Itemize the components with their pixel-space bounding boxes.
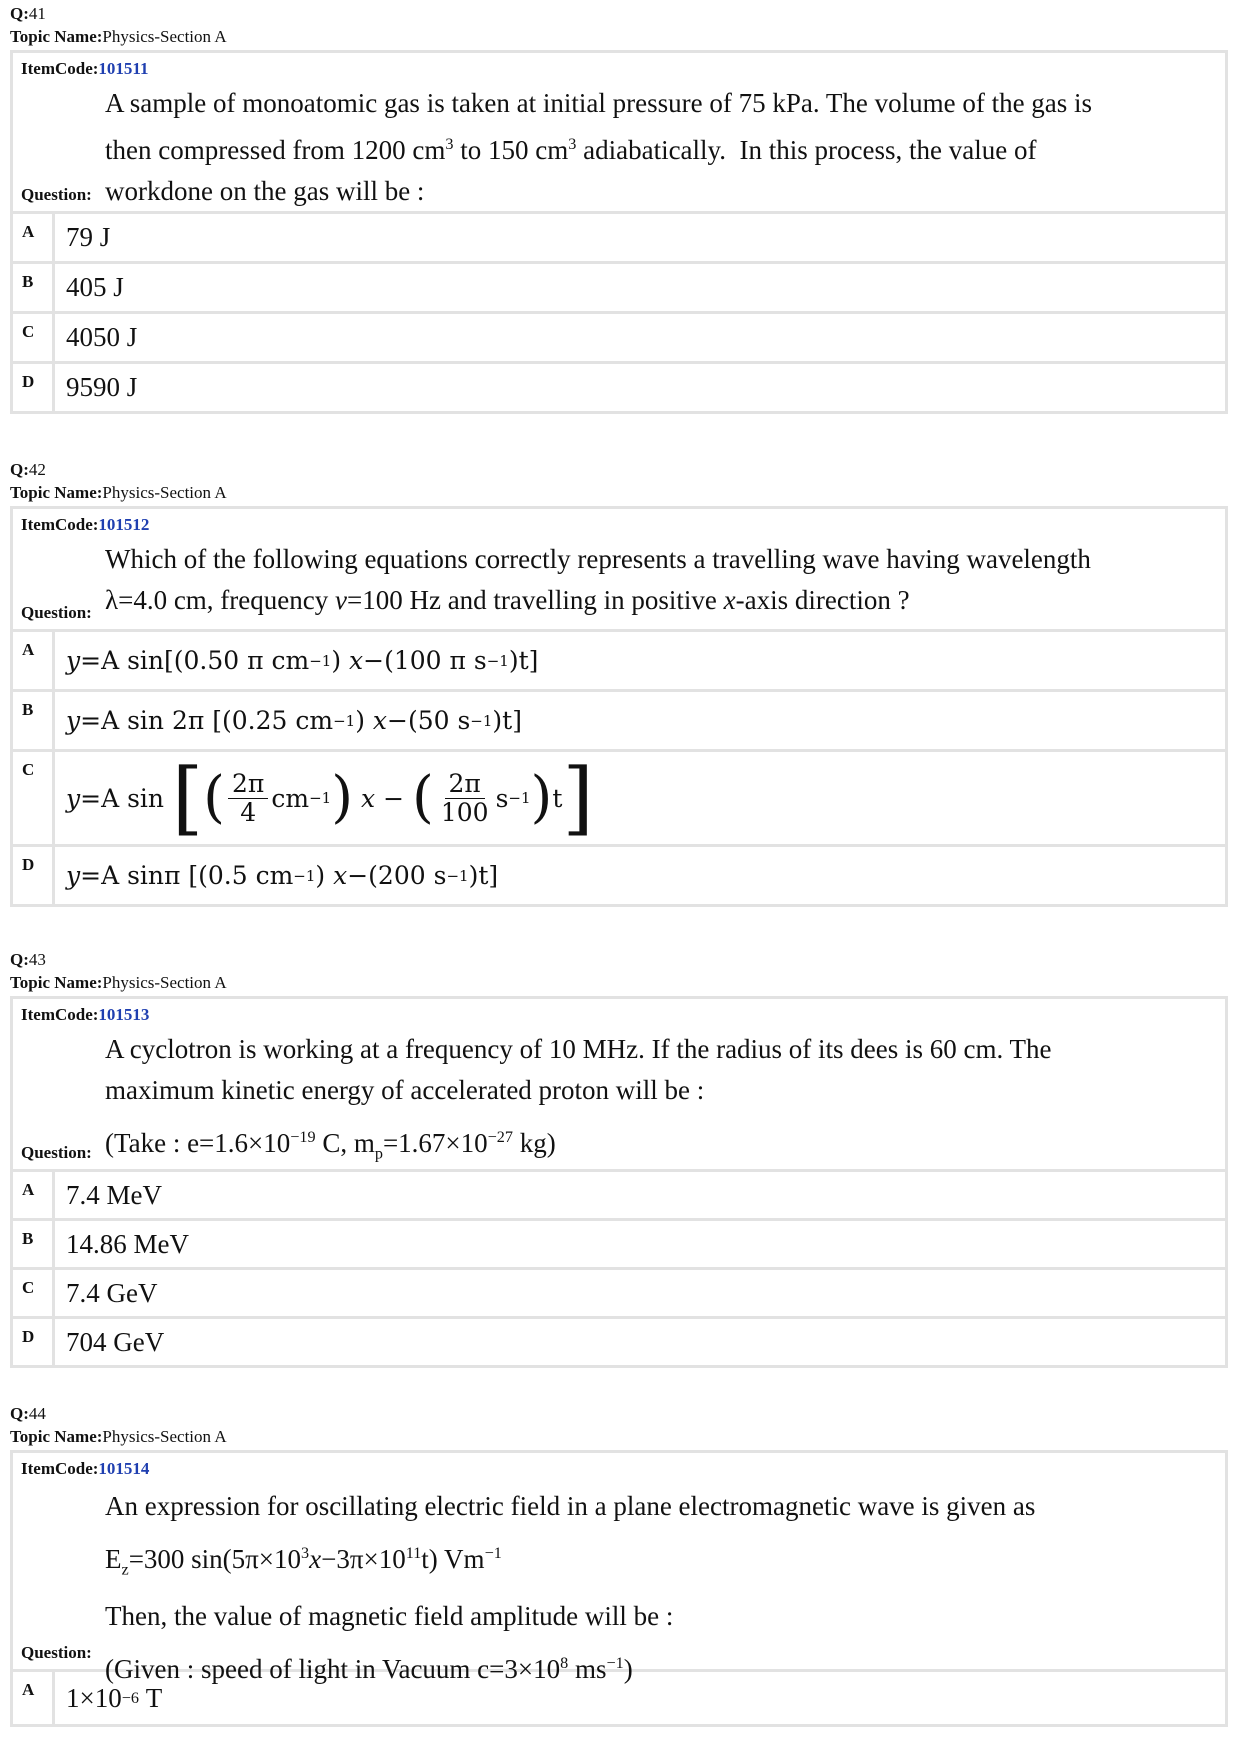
option-text: 9590 J [66, 372, 138, 402]
option-text: 14.86 MeV [66, 1228, 189, 1259]
topic-name: Topic Name:Physics-Section A [10, 483, 227, 502]
option-text: y =A sin [ ( $\frac{2\pi}{4}$ cm −1 ) x − ( $\frac{2\pi}{100}$ s −1 ) t ] [66, 751, 594, 844]
option-letter: A [13, 1172, 55, 1218]
option-text: 4050 J [66, 322, 138, 352]
option-letter: A [13, 214, 55, 261]
question-text: An expression for oscillating electric field in a plane electromagnetic wave is given as $E_z=300$ $\sin(5\pi\times 10^3x-3\pi\times 10^{11}t)$ $Vm^{-1}$ Then, the value of magnetic field amplitude will be : (Given : speed of light in Vacuum $c=3\times 10^8$ $ms^{-1}$) [105, 1491, 1036, 1685]
option-b[interactable] [13, 264, 1225, 314]
option-b[interactable] [13, 692, 1225, 752]
question-card [10, 996, 1228, 1368]
question-block-43 [10, 948, 1228, 1368]
question-label: Question: [21, 185, 92, 204]
option-letter: C [13, 314, 55, 361]
option-letter: C [13, 752, 55, 844]
option-letter: D [13, 847, 55, 904]
option-c[interactable] [13, 752, 1225, 847]
question-number: Q:43 [10, 950, 46, 969]
option-letter: A [13, 1672, 55, 1724]
option-a[interactable] [13, 632, 1225, 692]
option-text: y =A sin 2π [(0.25 cm −1 ) x −(50 s −1 )t] [66, 706, 522, 735]
option-d[interactable] [13, 1319, 1225, 1365]
option-d[interactable] [13, 847, 1225, 904]
option-text: y =A sin[(0.50 π cm −1 ) x −(100 π s −1 )t] [66, 646, 539, 675]
item-code: ItemCode:101514 [21, 1459, 150, 1478]
option-text: 405 J [66, 272, 124, 302]
option-text: 1×10 −6 T [66, 1682, 163, 1713]
question-label: Question: [21, 603, 92, 622]
item-code: ItemCode:101513 [21, 1005, 150, 1024]
option-letter: B [13, 692, 55, 749]
question-number: Q:44 [10, 1404, 46, 1423]
option-text: 7.4 GeV [66, 1277, 158, 1308]
option-text: 704 GeV [66, 1326, 165, 1357]
question-text: A sample of monoatomic gas is taken at initial pressure of 75 kPa. The volume of the gas is then compressed from 1200 $cm^3$ to 150 $cm^3$ adiabatically. In this process, the value of workdone on the gas will be : [105, 88, 1093, 206]
option-b[interactable] [13, 1221, 1225, 1270]
question-text: A cyclotron is working at a frequency of 10 MHz. If the radius of its dees is 60 cm. The maximum kinetic energy of accelerated proton will be : (Take : $e=1.6\times 10^{-19}$ C, $m_p=1.67\times 10^{-27}$ kg) [105, 1034, 1052, 1163]
option-letter: D [13, 364, 55, 411]
question-card [10, 50, 1228, 414]
question-row [13, 1483, 1225, 1685]
question-card [10, 1450, 1228, 1727]
option-c[interactable] [13, 314, 1225, 364]
question-label: Question: [21, 1643, 92, 1662]
option-text: 7.4 MeV [66, 1179, 162, 1210]
question-label: Question: [21, 1143, 92, 1162]
question-row [13, 539, 1225, 632]
option-text: 79 J [66, 222, 111, 252]
option-letter: B [13, 264, 55, 311]
option-letter: A [13, 632, 55, 689]
option-a[interactable] [13, 214, 1225, 264]
question-card [10, 506, 1228, 907]
option-a[interactable] [13, 1172, 1225, 1221]
option-d[interactable] [13, 364, 1225, 411]
topic-name: Topic Name:Physics-Section A [10, 27, 227, 46]
question-number: Q:42 [10, 460, 46, 479]
item-code: ItemCode:101511 [21, 59, 149, 78]
question-number: Q:41 [10, 4, 46, 23]
question-row [13, 83, 1225, 214]
option-text: y =A sinπ [(0.5 cm −1 ) x −(200 s −1 )t] [66, 861, 499, 890]
topic-name: Topic Name:Physics-Section A [10, 1427, 227, 1446]
topic-name: Topic Name:Physics-Section A [10, 973, 227, 992]
question-block-44 [10, 1402, 1228, 1727]
option-c[interactable] [13, 1270, 1225, 1319]
item-code: ItemCode:101512 [21, 515, 150, 534]
question-block-41 [10, 2, 1228, 414]
question-block-42 [10, 458, 1228, 907]
option-letter: D [13, 1319, 55, 1365]
question-row [13, 1029, 1225, 1172]
question-text: Which of the following equations correctly represents a travelling wave having wavelength λ=4.0 cm, frequency ν=100 Hz and travelling in positive x-axis direction ? [105, 544, 1091, 615]
option-letter: B [13, 1221, 55, 1267]
option-letter: C [13, 1270, 55, 1316]
